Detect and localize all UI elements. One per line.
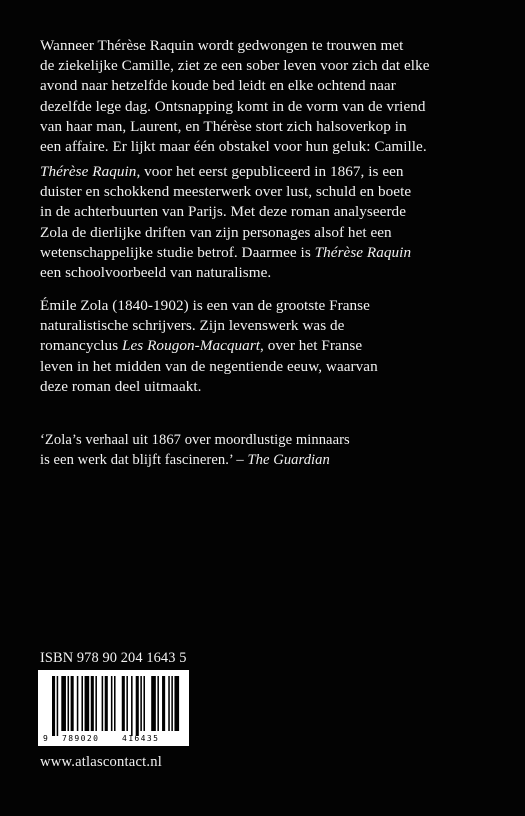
about-novel-paragraph <box>40 162 495 283</box>
barcode-digits-right: 416435 <box>122 734 160 743</box>
barcode-bar <box>95 676 97 731</box>
about-novel-line <box>40 162 495 182</box>
barcode-bar <box>114 676 116 731</box>
barcode-bar <box>52 676 55 736</box>
about-author-line: Émile Zola (1840-1902) is een van de grootste Franse <box>40 297 370 314</box>
barcode-bars <box>52 676 179 736</box>
about-novel-line: een schoolvoorbeeld van naturalisme. <box>40 264 272 282</box>
barcode-bar <box>91 676 94 731</box>
about-author-line: naturalistische schrijvers. Zijn levenswerk was de <box>40 317 345 335</box>
barcode-bar <box>102 676 104 731</box>
synopsis-paragraph <box>40 36 495 157</box>
barcode-bar <box>151 676 156 731</box>
barcode-bar <box>122 676 125 731</box>
about-novel-text: , voor het eerst gepubliceerd in 1867, is een <box>136 163 404 180</box>
quote-line: ‘Zola’s verhaal uit 1867 over moordlustige minnaars <box>40 432 350 448</box>
barcode <box>38 670 189 746</box>
barcode-bar <box>162 676 165 731</box>
barcode-bar <box>143 676 145 731</box>
about-author-text: romancyclus <box>40 337 122 355</box>
about-author-text: , over het Franse <box>260 337 363 355</box>
barcode-bar <box>140 676 142 731</box>
about-author-line <box>40 336 495 356</box>
barcode-bar <box>68 676 70 731</box>
synopsis-line: dezelfde lege dag. Ontsnapping komt in de vorm van de vriend <box>40 97 426 115</box>
about-author-line: leven in het midden van de negentiende eeuw, waarvan <box>40 357 378 375</box>
quote-source: The Guardian <box>247 452 330 469</box>
synopsis-line: van haar man, Laurent, en Thérèse stort zich halsoverkop in <box>40 117 407 135</box>
barcode-bar <box>126 676 128 731</box>
barcode-bar <box>136 676 139 736</box>
about-author-line: deze roman deel uitmaakt. <box>40 377 202 395</box>
barcode-bar <box>85 676 90 731</box>
synopsis-line: de ziekelijke Camille, ziet ze een sober leven voor zich dat elke <box>40 57 430 75</box>
synopsis-line: Wanneer Thérèse Raquin wordt gedwongen te trouwen met <box>40 37 404 54</box>
barcode-bar <box>168 676 170 731</box>
about-novel-line <box>40 243 495 263</box>
synopsis-line: een affaire. Er lijkt maar één obstakel voor hun geluk: Camille. <box>40 138 427 156</box>
barcode-bar <box>171 676 173 731</box>
barcode-bar <box>71 676 74 731</box>
novel-title: Thérèse Raquin <box>40 163 137 180</box>
barcode-digits-left: 789020 <box>62 734 100 743</box>
barcode-bar <box>61 676 66 731</box>
barcode-bar <box>105 676 108 731</box>
barcode-digit-first: 9 <box>43 734 48 743</box>
about-novel-line: Zola de dierlijke driften van zijn personages alsof het een <box>40 223 392 241</box>
novel-title: Thérèse Raquin <box>314 243 412 261</box>
about-novel-line: duister en schokkend meesterwerk over lust, schuld en boete <box>40 183 412 201</box>
barcode-bar <box>77 676 79 731</box>
isbn-label: ISBN 978 90 204 1643 5 <box>40 650 187 666</box>
review-quote <box>40 430 495 470</box>
barcode-bar <box>131 676 133 736</box>
about-novel-line: in de achterbuurten van Parijs. Met deze roman analyseerde <box>40 203 406 221</box>
barcode-bar <box>81 676 83 731</box>
quote-line <box>40 450 495 470</box>
quote-text: is een werk dat blijft fascineren.’ – <box>40 452 248 469</box>
series-title: Les Rougon-Macquart <box>122 337 261 355</box>
synopsis-line: avond naar hetzelfde koude bed leidt en elke ochtend naar <box>40 77 396 95</box>
publisher-website: www.atlascontact.nl <box>40 754 162 770</box>
barcode-graphic <box>38 670 189 746</box>
barcode-bar <box>174 676 179 731</box>
about-novel-text: wetenschappelijke studie betrof. Daarmee is <box>40 243 315 261</box>
barcode-bar <box>111 676 113 731</box>
about-author-paragraph <box>40 296 495 397</box>
barcode-bar <box>157 676 159 731</box>
barcode-bar <box>57 676 59 736</box>
